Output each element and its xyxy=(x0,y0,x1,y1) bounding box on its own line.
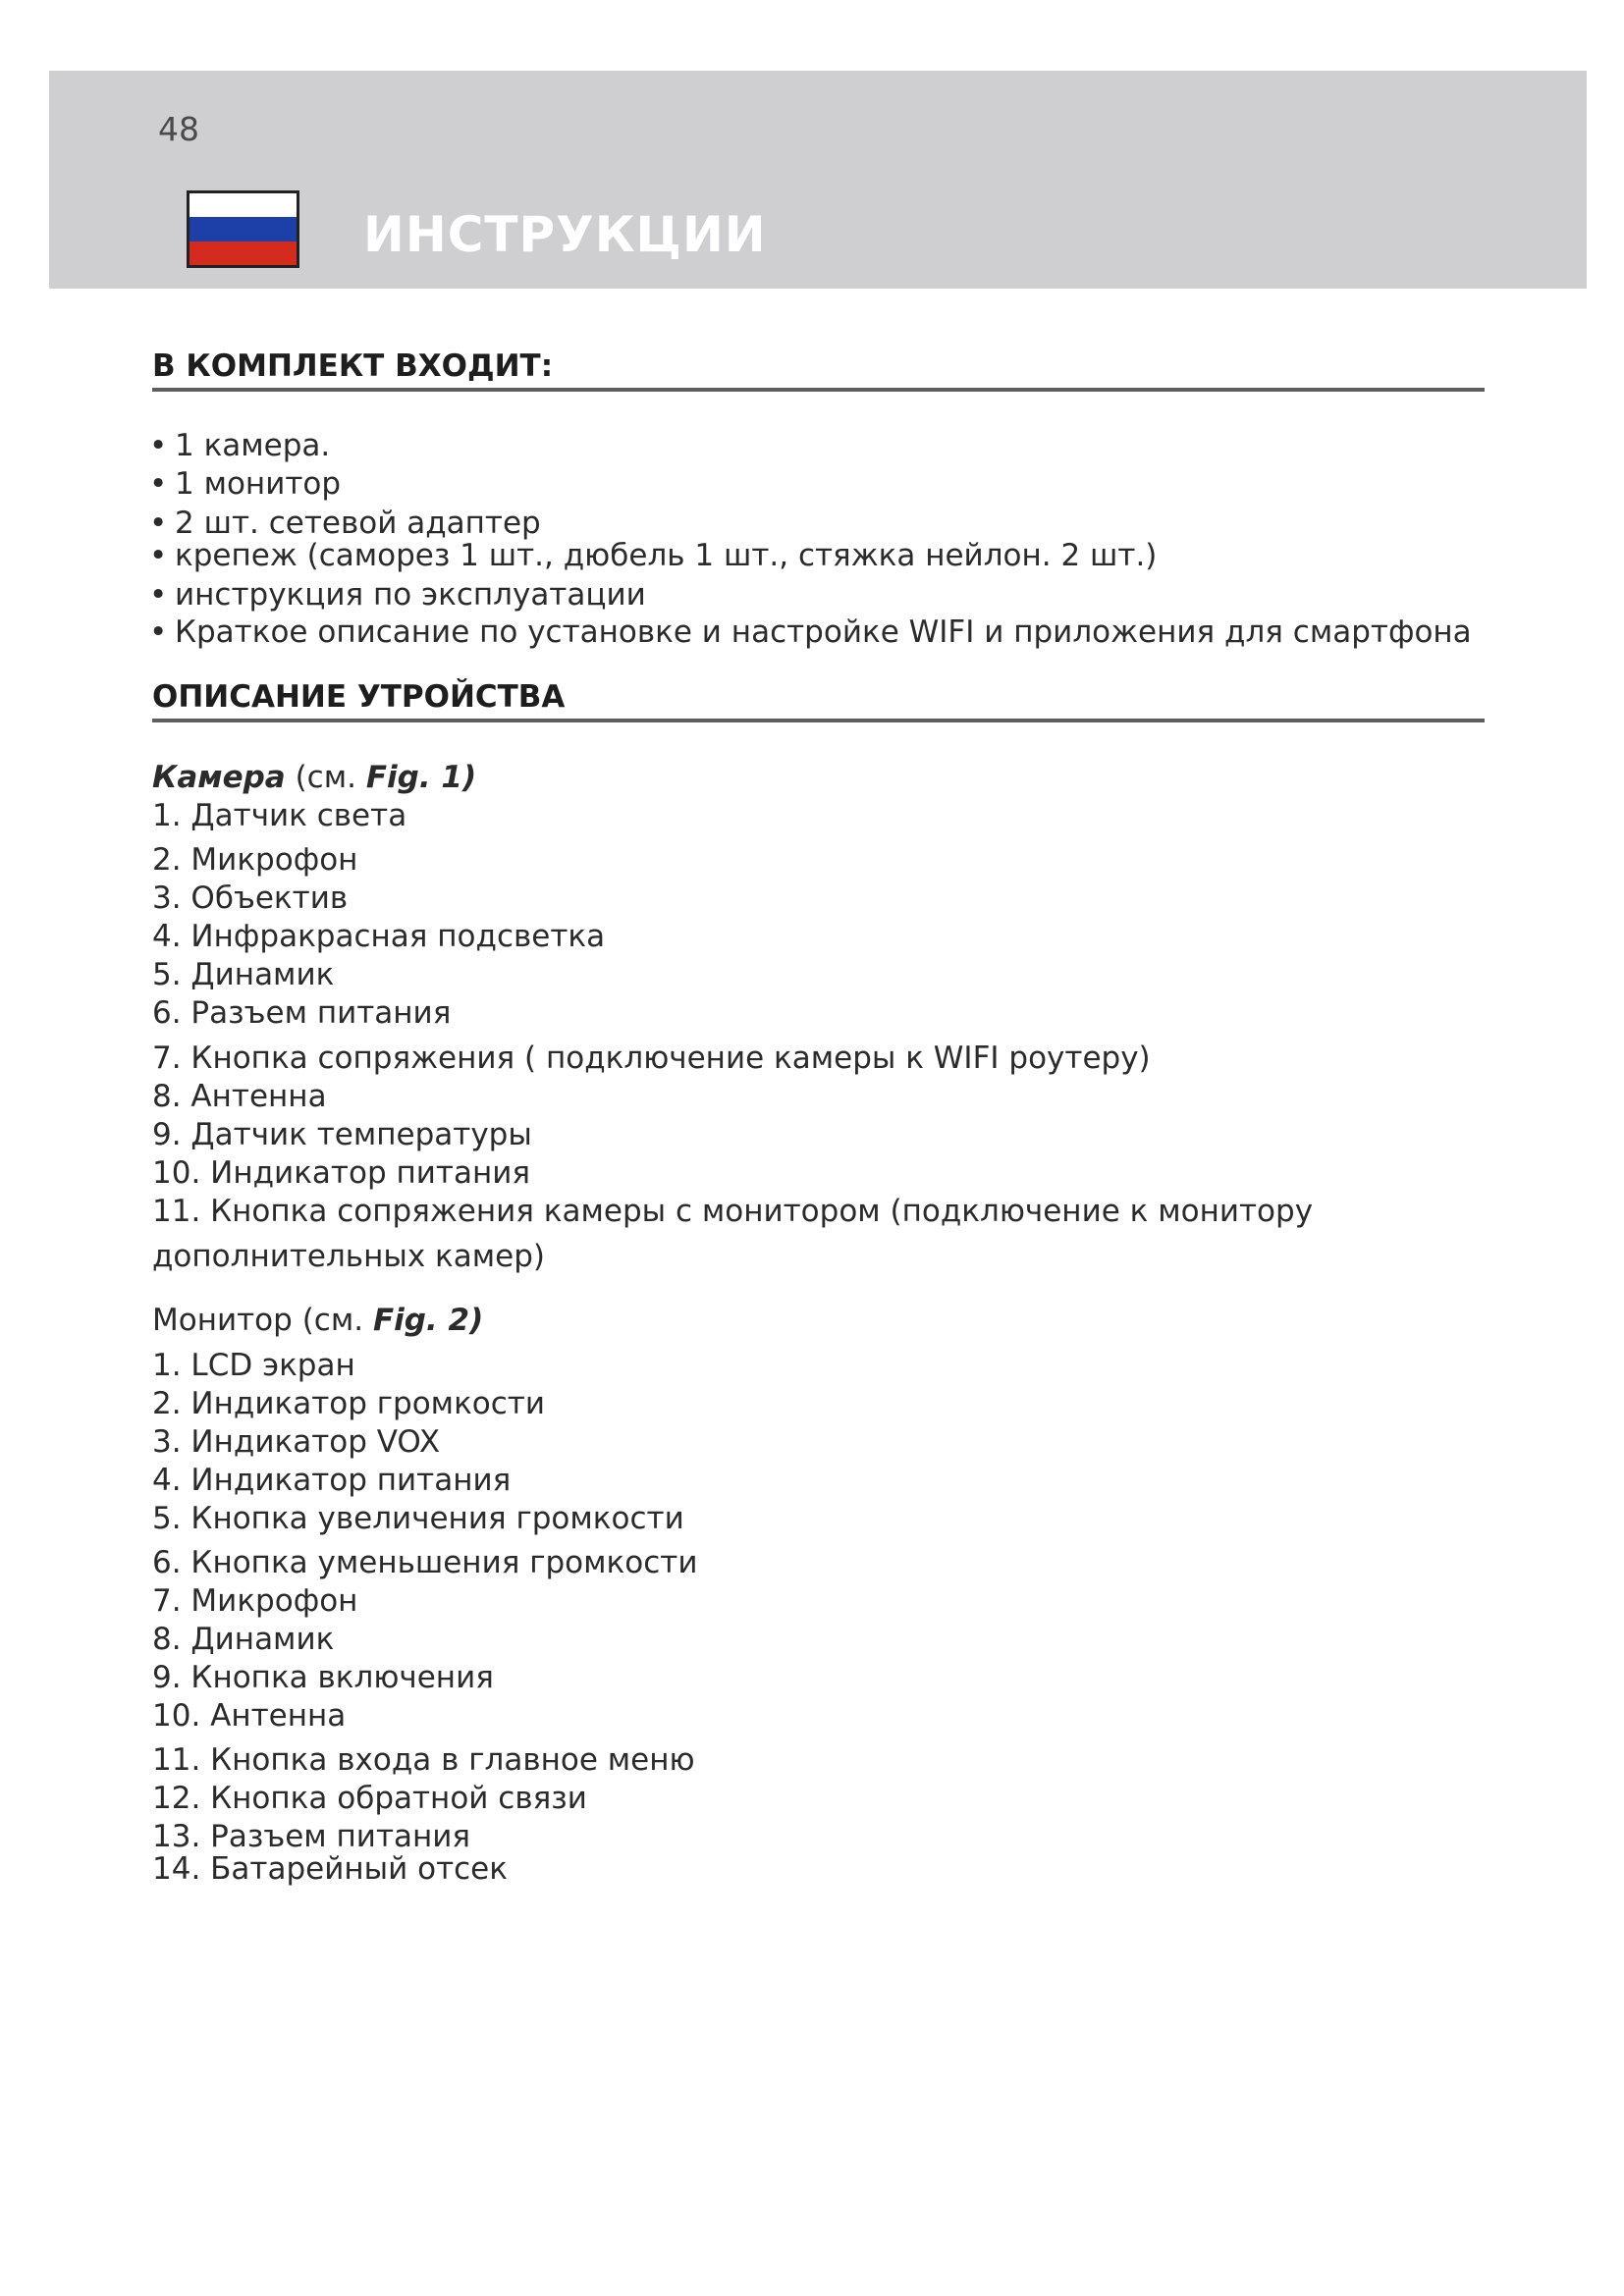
page-number: 48 xyxy=(158,110,199,148)
list-item: 8. Антенна xyxy=(152,1079,327,1114)
camera-title: Камера xyxy=(152,760,286,795)
bullet-icon: • xyxy=(149,428,168,463)
list-item: 14. Батарейный отсек xyxy=(152,1851,508,1887)
list-item: дополнительных камер) xyxy=(152,1239,545,1274)
bullet-icon: • xyxy=(149,538,168,573)
list-item: 2 шт. сетевой адаптер xyxy=(175,506,541,541)
list-item: Краткое описание по установке и настройке WIFI и приложения для смартфона xyxy=(175,614,1472,650)
list-item: инструкция по эксплуатации xyxy=(175,577,646,613)
flag-stripe-red xyxy=(189,241,297,265)
list-item: 9. Датчик температуры xyxy=(152,1117,532,1152)
monitor-title: Монитор xyxy=(152,1303,293,1338)
flag-stripe-blue xyxy=(189,217,297,240)
list-item: 13. Разъем питания xyxy=(152,1819,471,1854)
list-item: 6. Разъем питания xyxy=(152,995,452,1031)
camera-subheading xyxy=(152,759,476,796)
flag-stripe-white xyxy=(189,193,297,217)
description-heading: ОПИСАНИЕ УТРОЙСТВА xyxy=(152,677,1485,722)
russia-flag-icon xyxy=(187,190,299,268)
list-item: 8. Динамик xyxy=(152,1622,335,1657)
list-item: 2. Микрофон xyxy=(152,842,358,878)
list-item: крепеж (саморез 1 шт., дюбель 1 шт., стяжка нейлон. 2 шт.) xyxy=(175,538,1158,573)
monitor-ref-prefix: (см. xyxy=(292,1303,373,1338)
list-item: 12. Кнопка обратной связи xyxy=(152,1781,587,1816)
bullet-icon: • xyxy=(149,577,168,613)
list-item: 11. Кнопка сопряжения камеры с монитором (подключение к монитору xyxy=(152,1194,1314,1229)
monitor-ref-fig: Fig. 2) xyxy=(372,1303,484,1338)
list-item: 7. Кнопка сопряжения ( подключение камеры к WIFI роутеру) xyxy=(152,1041,1151,1076)
list-item: 1. LCD экран xyxy=(152,1348,355,1383)
list-item: 1 монитор xyxy=(175,466,342,502)
list-item: 5. Кнопка увеличения громкости xyxy=(152,1501,684,1536)
list-item: 1. Датчик света xyxy=(152,798,407,833)
list-item: 10. Индикатор питания xyxy=(152,1155,531,1191)
list-item: 5. Динамик xyxy=(152,957,335,992)
list-item: 1 камера. xyxy=(175,428,331,463)
list-item: 9. Кнопка включения xyxy=(152,1660,494,1695)
camera-ref-fig: Fig. 1) xyxy=(365,760,477,795)
list-item: 4. Инфракрасная подсветка xyxy=(152,919,606,954)
bullet-icon: • xyxy=(149,614,168,650)
list-item: 11. Кнопка входа в главное меню xyxy=(152,1742,695,1778)
camera-ref-prefix: (см. xyxy=(285,760,366,795)
list-item: 4. Индикатор питания xyxy=(152,1463,512,1498)
bullet-icon: • xyxy=(149,466,168,502)
page-title: ИНСТРУКЦИИ xyxy=(363,206,767,263)
list-item: 2. Индикатор громкости xyxy=(152,1386,546,1421)
bullet-icon: • xyxy=(149,506,168,541)
list-item: 10. Антенна xyxy=(152,1698,347,1734)
package-heading: В КОМПЛЕКТ ВХОДИТ: xyxy=(152,347,1485,392)
monitor-subheading xyxy=(152,1302,483,1339)
list-item: 3. Индикатор VOX xyxy=(152,1424,441,1460)
list-item: 7. Микрофон xyxy=(152,1583,358,1619)
list-item: 3. Объектив xyxy=(152,881,349,916)
list-item: 6. Кнопка уменьшения громкости xyxy=(152,1545,698,1580)
